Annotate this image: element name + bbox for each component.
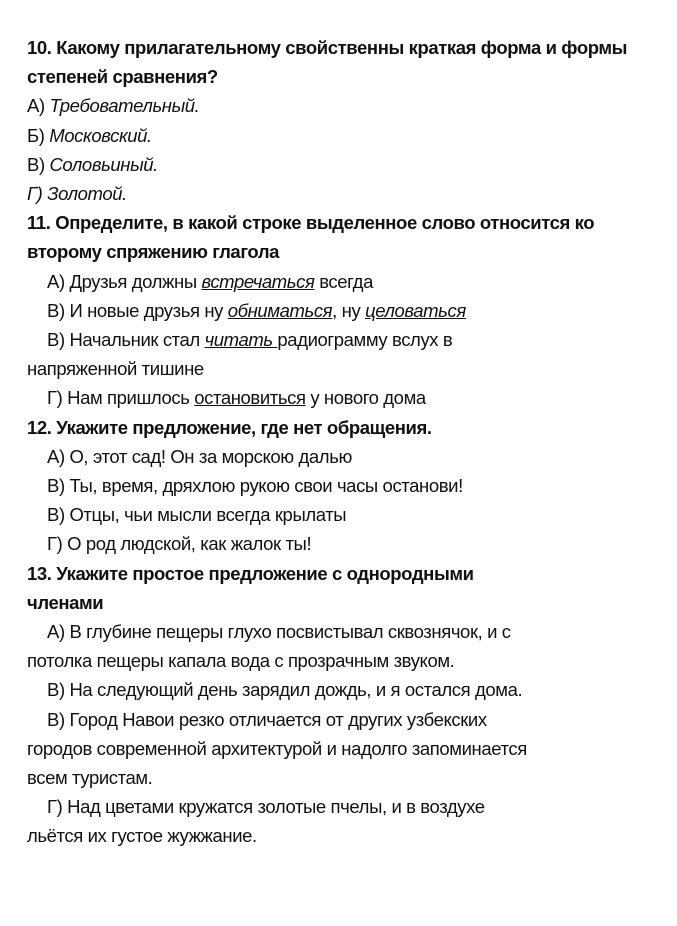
question-11-option-c: В) Начальник стал читать радиограмму вслух в (47, 329, 453, 351)
question-12-option-c: В) Отцы, чьи мысли всегда крылаты (47, 504, 347, 526)
question-13-option-c: В) Город Навои резко отличается от других узбекских (47, 708, 487, 730)
question-11-option-b: В) И новые друзья ну обниматься, ну целоваться (47, 299, 466, 321)
question-12-option-a: А) О, этот сад! Он за морскою далью (47, 445, 352, 467)
highlighted-word: встречаться (201, 270, 315, 292)
question-12 (27, 413, 657, 559)
question-13-option-b: В) На следующий день зарядил дождь, и я остался дома. (47, 679, 523, 701)
question-11-option-a: А) Друзья должны встречаться всегда (47, 270, 373, 292)
question-13-option-c-continued: городов современной архитектурой и надолго запоминается (27, 737, 527, 759)
question-10-option-d: Г) Золотой. (27, 183, 127, 205)
question-13-title: 13. Укажите простое предложение с однородными (27, 562, 474, 584)
question-11-option-c-continued: напряженной тишине (27, 358, 204, 380)
highlighted-word: целоваться (365, 299, 466, 321)
question-13-option-a-continued: потолка пещеры капала вода с прозрачным звуком. (27, 650, 455, 672)
question-10-option-b: Б) Московский. (27, 124, 152, 146)
question-13-option-d: Г) Над цветами кружатся золотые пчелы, и в воздухе (47, 796, 485, 818)
test-page (27, 33, 657, 851)
question-13-option-a: А) В глубине пещеры глухо посвистывал сквознячок, и с (47, 621, 511, 643)
highlighted-word: остановиться (194, 387, 306, 409)
question-12-title: 12. Укажите предложение, где нет обращения. (27, 416, 432, 438)
question-13-option-d-continued: льётся их густое жужжание. (27, 825, 257, 847)
highlighted-word: обниматься (227, 299, 333, 321)
question-12-option-d: Г) О род людской, как жалок ты! (47, 533, 312, 555)
question-10 (27, 33, 657, 208)
question-10-title: 10. Какому прилагательному свойственны краткая форма и формы степеней сравнения? (27, 37, 628, 88)
question-13-title-continued: членами (27, 591, 104, 613)
question-10-option-c: В) Соловьиный. (27, 153, 158, 175)
question-12-option-b: В) Ты, время, дряхлою рукою свои часы останови! (47, 475, 463, 497)
question-11-title: 11. Определите, в какой строке выделенное слово относится ко второму спряжению глагола (27, 212, 595, 263)
question-11-option-d: Г) Нам пришлось остановиться у нового дома (47, 387, 426, 409)
question-11 (27, 208, 657, 412)
question-13 (27, 559, 657, 851)
question-13-option-c-continued-2: всем туристам. (27, 767, 153, 789)
highlighted-word: читать (204, 329, 278, 351)
question-10-option-a: А) Требовательный. (27, 95, 200, 117)
